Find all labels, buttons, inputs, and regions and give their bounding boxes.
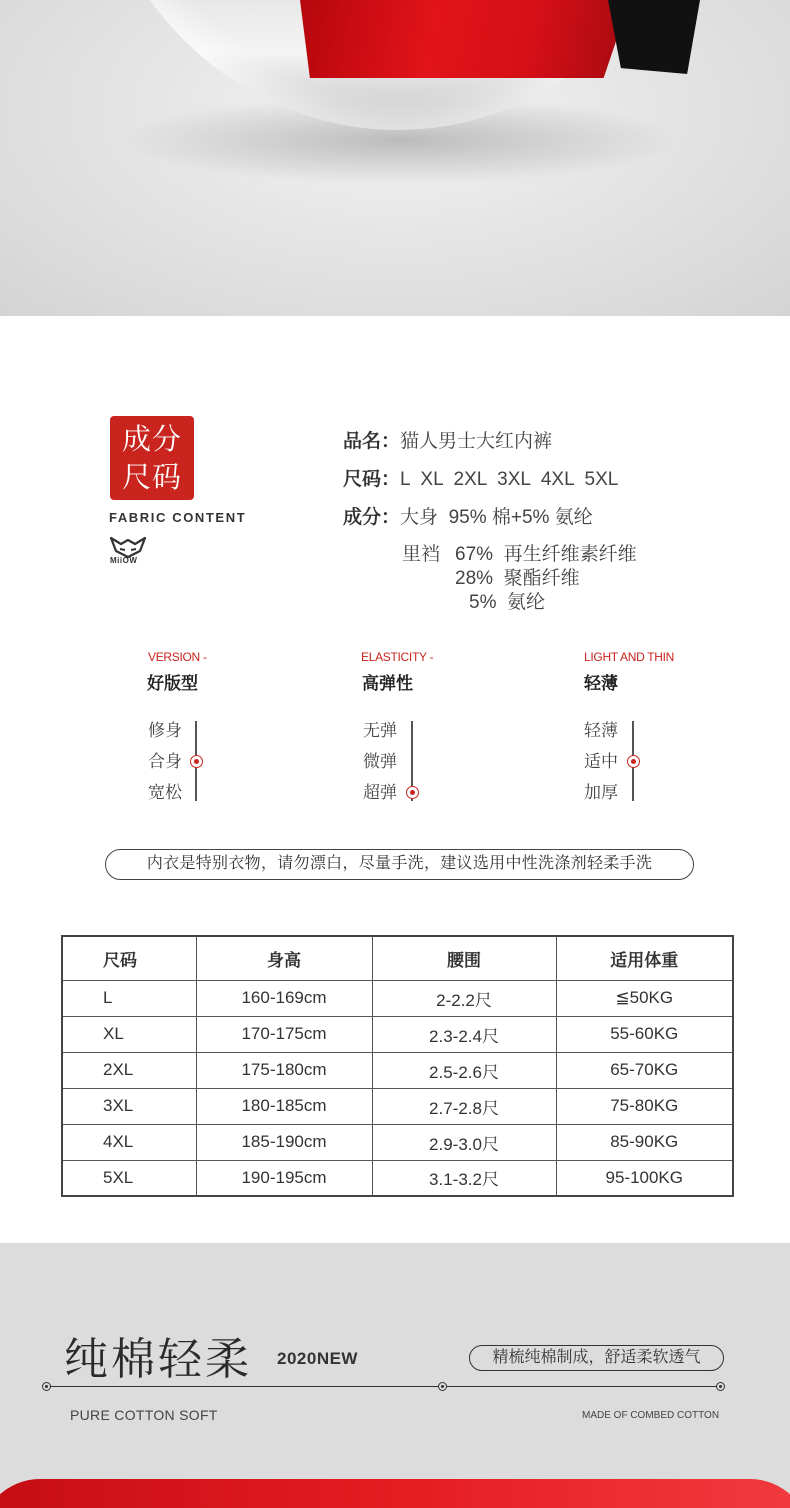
table-header: 适用体重 xyxy=(556,936,733,980)
table-cell: 170-175cm xyxy=(196,1016,372,1052)
table-cell: 2-2.2尺 xyxy=(372,980,556,1016)
table-cell: 75-80KG xyxy=(556,1088,733,1124)
table-cell: 85-90KG xyxy=(556,1124,733,1160)
badge-line-2: 尺码 xyxy=(121,460,182,494)
table-cell: 5XL xyxy=(62,1160,196,1196)
banner-tagline: 精梳纯棉制成，舒适柔软透气 xyxy=(469,1345,724,1371)
care-instructions: 内衣是特别衣物，请勿漂白，尽量手洗，建议选用中性洗涤剂轻柔手洗 xyxy=(105,849,694,880)
red-fabric-edge xyxy=(0,1479,790,1508)
table-cell: 175-180cm xyxy=(196,1052,372,1088)
table-cell: 180-185cm xyxy=(196,1088,372,1124)
scale-label: 超弹 xyxy=(363,783,397,802)
scale-label: 轻薄 xyxy=(584,721,618,740)
table-row xyxy=(62,1088,733,1124)
table-cell: 2.5-2.6尺 xyxy=(372,1052,556,1088)
thickness-selected-marker xyxy=(627,755,640,768)
table-cell: 3XL xyxy=(62,1088,196,1124)
red-fabric xyxy=(300,0,630,78)
table-cell: 185-190cm xyxy=(196,1124,372,1160)
version-selected-marker xyxy=(190,755,203,768)
banner-year: 2020NEW xyxy=(277,1349,358,1368)
table-cell: 95-100KG xyxy=(556,1160,733,1196)
table-header-row xyxy=(62,936,733,980)
divider-node-icon xyxy=(438,1382,447,1391)
version-en-label: VERSION - xyxy=(148,650,207,664)
spec-name-key: 品名： xyxy=(343,431,401,452)
lining-line-1: 67% 再生纤维素纤维 xyxy=(455,544,637,565)
banner-divider xyxy=(46,1386,722,1387)
scale-label: 修身 xyxy=(148,721,182,740)
table-cell: L xyxy=(62,980,196,1016)
size-table xyxy=(61,935,734,1197)
banner-en-right: MADE OF COMBED COTTON xyxy=(582,1410,720,1421)
cotton-banner xyxy=(0,1243,790,1508)
banner-title: 纯棉轻柔 xyxy=(64,1334,252,1385)
table-row xyxy=(62,1124,733,1160)
table-row xyxy=(62,1052,733,1088)
spec-name-value: 猫人男士大红内裤 xyxy=(400,431,553,452)
table-cell: ≦50KG xyxy=(556,980,733,1016)
table-header: 腰围 xyxy=(372,936,556,980)
elasticity-en-label: ELASTICITY - xyxy=(361,650,434,664)
thickness-cn-label: 轻薄 xyxy=(584,674,618,693)
table-row xyxy=(62,980,733,1016)
table-cell: 65-70KG xyxy=(556,1052,733,1088)
scale-label: 宽松 xyxy=(148,783,182,802)
scale-label: 无弹 xyxy=(363,721,397,740)
product-photo xyxy=(0,0,790,316)
table-header: 尺码 xyxy=(62,936,196,980)
table-header: 身高 xyxy=(196,936,372,980)
lining-label: 里裆 xyxy=(402,544,441,565)
scale-label: 合身 xyxy=(148,752,182,771)
brand-wordmark: MiiOW xyxy=(110,556,138,565)
table-cell: 160-169cm xyxy=(196,980,372,1016)
elasticity-selected-marker xyxy=(406,786,419,799)
elasticity-cn-label: 高弹性 xyxy=(362,674,413,693)
banner-en-left: PURE COTTON SOFT xyxy=(70,1407,218,1423)
thickness-en-label: LIGHT AND THIN xyxy=(584,650,675,664)
table-cell: 55-60KG xyxy=(556,1016,733,1052)
scale-label: 微弹 xyxy=(363,752,397,771)
table-row xyxy=(62,1160,733,1196)
spec-comp-key: 成分： xyxy=(343,507,401,528)
lining-line-3: 5% 氨纶 xyxy=(469,592,546,613)
table-cell: 190-195cm xyxy=(196,1160,372,1196)
fabric-content-heading: FABRIC CONTENT xyxy=(109,510,247,525)
divider-node-icon xyxy=(42,1382,51,1391)
scale-label: 适中 xyxy=(584,752,618,771)
badge-line-1: 成分 xyxy=(121,422,182,456)
table-cell: 4XL xyxy=(62,1124,196,1160)
table-cell: 2.3-2.4尺 xyxy=(372,1016,556,1052)
fabric-size-badge xyxy=(110,416,194,500)
black-waistband xyxy=(608,0,700,74)
spec-size-key: 尺码： xyxy=(343,469,401,490)
spec-composition xyxy=(343,502,593,529)
version-cn-label: 好版型 xyxy=(147,674,198,693)
scale-label: 加厚 xyxy=(584,783,618,802)
lining-line-2: 28% 聚酯纤维 xyxy=(455,568,580,589)
spec-product-name xyxy=(343,426,552,453)
table-cell: 3.1-3.2尺 xyxy=(372,1160,556,1196)
divider-node-icon xyxy=(716,1382,725,1391)
spec-sizes xyxy=(343,464,618,491)
spec-comp-value: 大身 95% 棉+5% 氨纶 xyxy=(400,507,593,528)
table-cell: 2.9-3.0尺 xyxy=(372,1124,556,1160)
table-row xyxy=(62,1016,733,1052)
spec-size-value: L XL 2XL 3XL 4XL 5XL xyxy=(400,469,619,490)
table-cell: XL xyxy=(62,1016,196,1052)
table-cell: 2.7-2.8尺 xyxy=(372,1088,556,1124)
table-cell: 2XL xyxy=(62,1052,196,1088)
